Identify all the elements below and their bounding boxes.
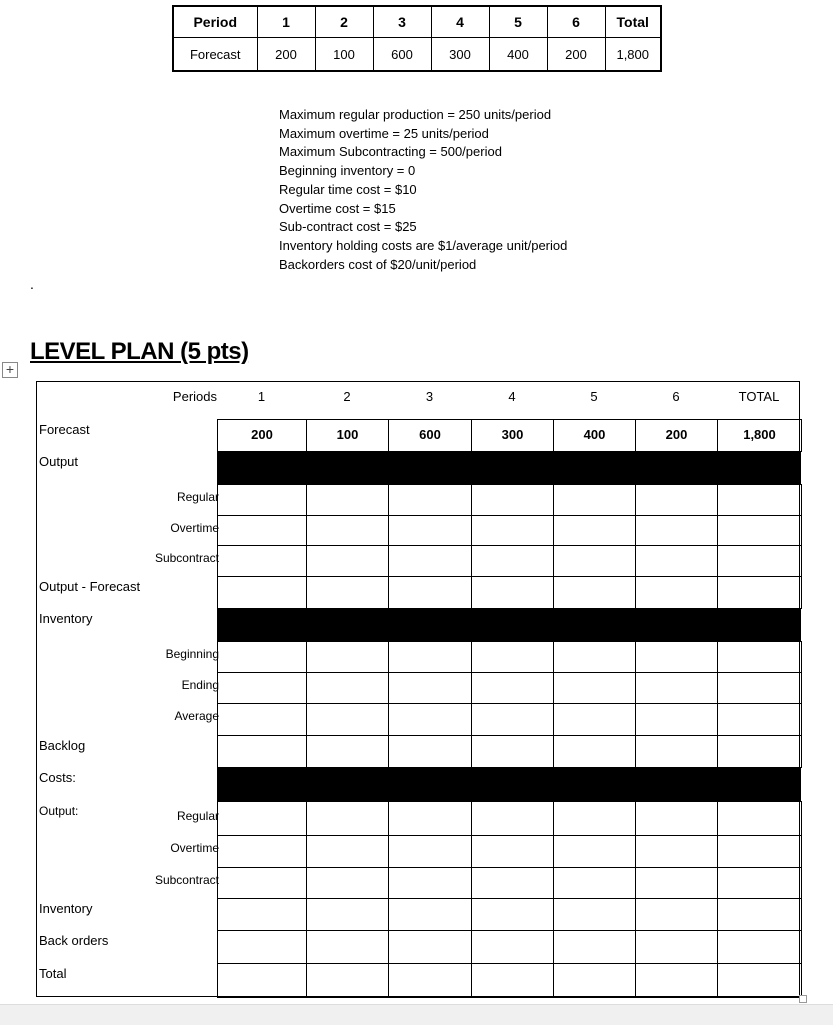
entry-cell[interactable] bbox=[471, 484, 554, 516]
column-header: 6 bbox=[672, 389, 680, 404]
row-label: Costs: bbox=[39, 770, 76, 785]
entry-cell[interactable] bbox=[217, 576, 307, 609]
level-plan-table bbox=[36, 381, 800, 997]
forecast-summary-table bbox=[172, 5, 662, 72]
entry-cell[interactable] bbox=[388, 576, 472, 609]
sub-row-label: Regular bbox=[176, 490, 219, 504]
entry-cell[interactable] bbox=[306, 835, 389, 868]
entry-cell[interactable] bbox=[388, 801, 472, 836]
entry-cell[interactable] bbox=[553, 835, 636, 868]
entry-cell[interactable] bbox=[553, 641, 636, 673]
entry-cell[interactable] bbox=[306, 867, 389, 899]
entry-cell[interactable] bbox=[306, 930, 389, 964]
entry-cell[interactable] bbox=[635, 545, 718, 577]
entry-cell[interactable] bbox=[635, 484, 718, 516]
entry-cell[interactable] bbox=[553, 484, 636, 516]
entry-cell[interactable] bbox=[217, 545, 307, 577]
entry-cell[interactable] bbox=[471, 576, 554, 609]
entry-cell[interactable] bbox=[553, 801, 636, 836]
entry-cell[interactable] bbox=[306, 963, 389, 998]
entry-cell[interactable] bbox=[717, 801, 802, 836]
black-separator-bar bbox=[217, 608, 801, 641]
header-cell: 2 bbox=[315, 6, 373, 38]
forecast-cell: 600 bbox=[388, 419, 472, 452]
entry-cell[interactable] bbox=[717, 672, 802, 704]
entry-cell[interactable] bbox=[471, 545, 554, 577]
entry-cell[interactable] bbox=[471, 930, 554, 964]
entry-cell[interactable] bbox=[553, 735, 636, 768]
row-label: Backlog bbox=[39, 738, 86, 753]
param-line: Beginning inventory = 0 bbox=[279, 163, 416, 179]
entry-cell[interactable] bbox=[306, 672, 389, 704]
header-cell: 5 bbox=[489, 6, 547, 38]
column-header: 5 bbox=[590, 389, 598, 404]
entry-cell[interactable] bbox=[635, 963, 718, 998]
header-cell: 1 bbox=[257, 6, 315, 38]
entry-cell[interactable] bbox=[306, 484, 389, 516]
entry-cell[interactable] bbox=[306, 703, 389, 736]
column-header: 4 bbox=[508, 389, 516, 404]
entry-cell[interactable] bbox=[635, 898, 718, 931]
table-cell: 1,800 bbox=[605, 38, 661, 72]
param-line: Overtime cost = $15 bbox=[279, 200, 396, 216]
param-line: Maximum overtime = 25 units/period bbox=[279, 125, 489, 141]
entry-cell[interactable] bbox=[217, 930, 307, 964]
forecast-cell: 100 bbox=[306, 419, 389, 452]
table-move-handle-icon[interactable]: + bbox=[2, 362, 18, 378]
entry-cell[interactable] bbox=[388, 672, 472, 704]
sub-row-label: Regular bbox=[176, 809, 219, 823]
entry-cell[interactable] bbox=[717, 735, 802, 768]
row-label: Output - Forecast bbox=[39, 579, 141, 594]
entry-cell[interactable] bbox=[217, 484, 307, 516]
row-label: Output bbox=[39, 454, 79, 469]
entry-cell[interactable] bbox=[553, 703, 636, 736]
entry-cell[interactable] bbox=[717, 703, 802, 736]
entry-cell[interactable] bbox=[217, 867, 307, 899]
entry-cell[interactable] bbox=[388, 898, 472, 931]
sub-row-label: Ending bbox=[181, 678, 219, 692]
param-line: Inventory holding costs are $1/average unit/period bbox=[279, 237, 568, 253]
entry-cell[interactable] bbox=[553, 576, 636, 609]
header-cell: 4 bbox=[431, 6, 489, 38]
entry-cell[interactable] bbox=[306, 735, 389, 768]
table-header-row bbox=[173, 6, 661, 38]
row-label: Forecast bbox=[39, 422, 90, 437]
entry-cell[interactable] bbox=[553, 545, 636, 577]
sub-row-label: Overtime bbox=[170, 521, 219, 535]
entry-cell[interactable] bbox=[388, 930, 472, 964]
entry-cell[interactable] bbox=[471, 898, 554, 931]
parameters-list bbox=[279, 106, 567, 274]
entry-cell[interactable] bbox=[388, 963, 472, 998]
entry-cell[interactable] bbox=[553, 963, 636, 998]
entry-cell[interactable] bbox=[471, 801, 554, 836]
entry-cell[interactable] bbox=[553, 867, 636, 899]
entry-cell[interactable] bbox=[635, 641, 718, 673]
entry-cell[interactable] bbox=[471, 703, 554, 736]
black-separator-bar bbox=[217, 451, 801, 484]
row-label: Back orders bbox=[39, 933, 109, 948]
entry-cell[interactable] bbox=[717, 484, 802, 516]
sub-row-label: Beginning bbox=[165, 647, 219, 661]
entry-cell[interactable] bbox=[306, 545, 389, 577]
entry-cell[interactable] bbox=[217, 801, 307, 836]
entry-cell[interactable] bbox=[553, 930, 636, 964]
param-line: Maximum regular production = 250 units/period bbox=[279, 107, 552, 122]
entry-cell[interactable] bbox=[635, 515, 718, 546]
entry-cell[interactable] bbox=[217, 735, 307, 768]
entry-cell[interactable] bbox=[635, 835, 718, 868]
row-label: Forecast bbox=[173, 38, 257, 72]
entry-cell[interactable] bbox=[217, 963, 307, 998]
entry-cell[interactable] bbox=[635, 672, 718, 704]
entry-cell[interactable] bbox=[717, 898, 802, 931]
entry-cell[interactable] bbox=[471, 867, 554, 899]
entry-cell[interactable] bbox=[635, 576, 718, 609]
row-label: Output: bbox=[39, 804, 79, 818]
entry-cell[interactable] bbox=[217, 515, 307, 546]
table-cell: 100 bbox=[315, 38, 373, 72]
forecast-cell: 400 bbox=[553, 419, 636, 452]
entry-cell[interactable] bbox=[306, 801, 389, 836]
table-cell: 200 bbox=[257, 38, 315, 72]
param-line: Regular time cost = $10 bbox=[279, 181, 417, 197]
level-plan-heading: LEVEL PLAN (5 pts) bbox=[30, 338, 249, 365]
forecast-cell: 200 bbox=[217, 419, 307, 452]
entry-cell[interactable] bbox=[553, 672, 636, 704]
entry-cell[interactable] bbox=[635, 801, 718, 836]
column-header: 3 bbox=[425, 389, 434, 404]
entry-cell[interactable] bbox=[717, 930, 802, 964]
entry-cell[interactable] bbox=[388, 867, 472, 899]
window-bottom-bar bbox=[0, 1004, 833, 1025]
table-row bbox=[173, 38, 661, 72]
entry-cell[interactable] bbox=[388, 515, 472, 546]
sub-row-label: Subcontract bbox=[154, 873, 219, 887]
table-resize-handle-icon[interactable] bbox=[799, 995, 807, 1003]
table-cell: 200 bbox=[547, 38, 605, 72]
entry-cell[interactable] bbox=[388, 835, 472, 868]
entry-cell[interactable] bbox=[471, 735, 554, 768]
header-cell: Period bbox=[173, 6, 257, 38]
entry-cell[interactable] bbox=[217, 703, 307, 736]
entry-cell[interactable] bbox=[217, 641, 307, 673]
forecast-cell: 300 bbox=[471, 419, 554, 452]
column-header: TOTAL bbox=[738, 389, 780, 404]
entry-cell[interactable] bbox=[717, 545, 802, 577]
column-header: 1 bbox=[257, 389, 266, 404]
entry-cell[interactable] bbox=[717, 515, 802, 546]
sub-row-label: Overtime bbox=[170, 841, 219, 855]
entry-cell[interactable] bbox=[388, 703, 472, 736]
entry-cell[interactable] bbox=[717, 963, 802, 998]
entry-cell[interactable] bbox=[471, 515, 554, 546]
entry-cell[interactable] bbox=[388, 545, 472, 577]
table-cell: 400 bbox=[489, 38, 547, 72]
entry-cell[interactable] bbox=[306, 641, 389, 673]
black-separator-bar bbox=[217, 767, 801, 801]
entry-cell[interactable] bbox=[635, 735, 718, 768]
entry-cell[interactable] bbox=[553, 898, 636, 931]
row-label: Inventory bbox=[39, 611, 93, 626]
entry-cell[interactable] bbox=[217, 672, 307, 704]
entry-cell[interactable] bbox=[388, 484, 472, 516]
table-cell: 600 bbox=[373, 38, 431, 72]
sub-row-label: Average bbox=[174, 709, 219, 723]
entry-cell[interactable] bbox=[471, 672, 554, 704]
entry-cell[interactable] bbox=[388, 735, 472, 768]
row-label: Inventory bbox=[39, 901, 93, 916]
entry-cell[interactable] bbox=[306, 515, 389, 546]
header-cell: 3 bbox=[373, 6, 431, 38]
entry-cell[interactable] bbox=[471, 835, 554, 868]
entry-cell[interactable] bbox=[635, 867, 718, 899]
entry-cell[interactable] bbox=[306, 576, 389, 609]
entry-cell[interactable] bbox=[217, 835, 307, 868]
sub-row-label: Subcontract bbox=[154, 551, 219, 565]
entry-cell[interactable] bbox=[471, 641, 554, 673]
entry-cell[interactable] bbox=[717, 867, 802, 899]
entry-cell[interactable] bbox=[717, 576, 802, 609]
forecast-cell: 200 bbox=[635, 419, 718, 452]
column-header: 2 bbox=[343, 389, 351, 404]
text-cursor bbox=[801, 897, 802, 917]
entry-cell[interactable] bbox=[635, 930, 718, 964]
param-line: Sub-contract cost = $25 bbox=[279, 219, 417, 235]
row-label: Total bbox=[39, 966, 67, 981]
stray-period: . bbox=[30, 276, 34, 292]
forecast-cell: 1,800 bbox=[717, 419, 802, 452]
entry-cell[interactable] bbox=[306, 898, 389, 931]
entry-cell[interactable] bbox=[471, 963, 554, 998]
table-cell: 300 bbox=[431, 38, 489, 72]
entry-cell[interactable] bbox=[553, 515, 636, 546]
entry-cell[interactable] bbox=[717, 835, 802, 868]
entry-cell[interactable] bbox=[217, 898, 307, 931]
header-cell: 6 bbox=[547, 6, 605, 38]
entry-cell[interactable] bbox=[717, 641, 802, 673]
header-cell: Total bbox=[605, 6, 661, 38]
param-line: Backorders cost of $20/unit/period bbox=[279, 256, 477, 272]
entry-cell[interactable] bbox=[388, 641, 472, 673]
param-line: Maximum Subcontracting = 500/period bbox=[279, 144, 502, 160]
entry-cell[interactable] bbox=[635, 703, 718, 736]
periods-label: Periods bbox=[172, 389, 217, 404]
